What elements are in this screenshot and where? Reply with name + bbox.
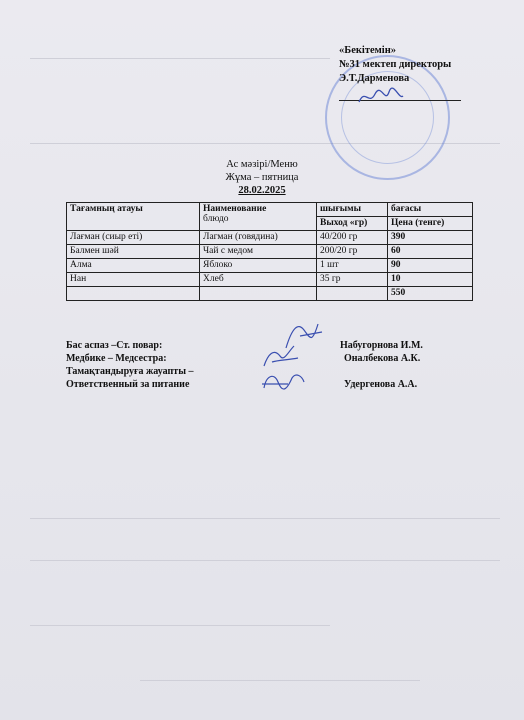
show-through-line (30, 625, 330, 626)
table-header-row (67, 203, 473, 217)
header-cell-price-ru: Цена (тенге) (388, 217, 473, 231)
approval-school: №31 мектеп директоры (339, 59, 452, 70)
staff-role: Бас аспаз –Ст. повар: (66, 340, 163, 351)
staff-role: Ответственный за питание (66, 379, 190, 390)
dish-ru: Хлеб (200, 273, 317, 287)
header-cell-price: бағасы (388, 203, 473, 217)
dish-kz: Алма (67, 259, 200, 273)
menu-heading (0, 158, 524, 197)
dish-kz: Балмен шәй (67, 245, 200, 259)
show-through-line (30, 560, 500, 561)
dish-yield: 40/200 гр (317, 231, 388, 245)
table-total-row (67, 287, 473, 301)
table-row (67, 259, 473, 273)
staff-name: Оналбекова А.К. (344, 353, 421, 364)
table-row (67, 245, 473, 259)
menu-table (66, 202, 473, 301)
dish-price: 390 (388, 231, 473, 245)
dish-price: 10 (388, 273, 473, 287)
header-cell-yield: шығымы (317, 203, 388, 217)
dish-yield: 35 гр (317, 273, 388, 287)
dish-ru: Чай с медом (200, 245, 317, 259)
empty-cell (317, 287, 388, 301)
show-through-line (30, 518, 500, 519)
table-row (67, 273, 473, 287)
staff-role: Тамақтандыруға жауапты – (66, 366, 194, 377)
nurse-signature (258, 342, 302, 370)
show-through-line (30, 58, 330, 59)
staff-role: Медбике – Медсестра: (66, 353, 167, 364)
staff-name: Удергенова А.А. (344, 379, 418, 390)
approval-title: «Бекітемін» (339, 45, 397, 56)
header-cell-kz: Тағамның атауы (67, 203, 200, 231)
show-through-line (140, 680, 420, 681)
approval-director: Э.Т.Дарменова (339, 73, 410, 84)
dish-price: 60 (388, 245, 473, 259)
header-cell-yield-ru: Выход «гр) (317, 217, 388, 231)
table-row (67, 231, 473, 245)
heading-line2: Жұма – пятница (225, 172, 299, 183)
staff-name: Набугорнова И.М. (340, 340, 423, 351)
responsible-signature (258, 368, 308, 398)
header-cell-ru: Наименование блюдо (200, 203, 317, 231)
dish-kz: Лағман (сиыр еті) (67, 231, 200, 245)
dish-price: 90 (388, 259, 473, 273)
dish-ru: Лагман (говядина) (200, 231, 317, 245)
dish-yield: 200/20 гр (317, 245, 388, 259)
dish-yield: 1 шт (317, 259, 388, 273)
empty-cell (200, 287, 317, 301)
director-signature (355, 84, 405, 110)
total-price: 550 (388, 287, 473, 301)
heading-line1: Ас мәзірі/Меню (226, 159, 298, 170)
dish-ru: Яблоко (200, 259, 317, 273)
heading-date: 28.02.2025 (238, 185, 286, 196)
dish-kz: Нан (67, 273, 200, 287)
empty-cell (67, 287, 200, 301)
